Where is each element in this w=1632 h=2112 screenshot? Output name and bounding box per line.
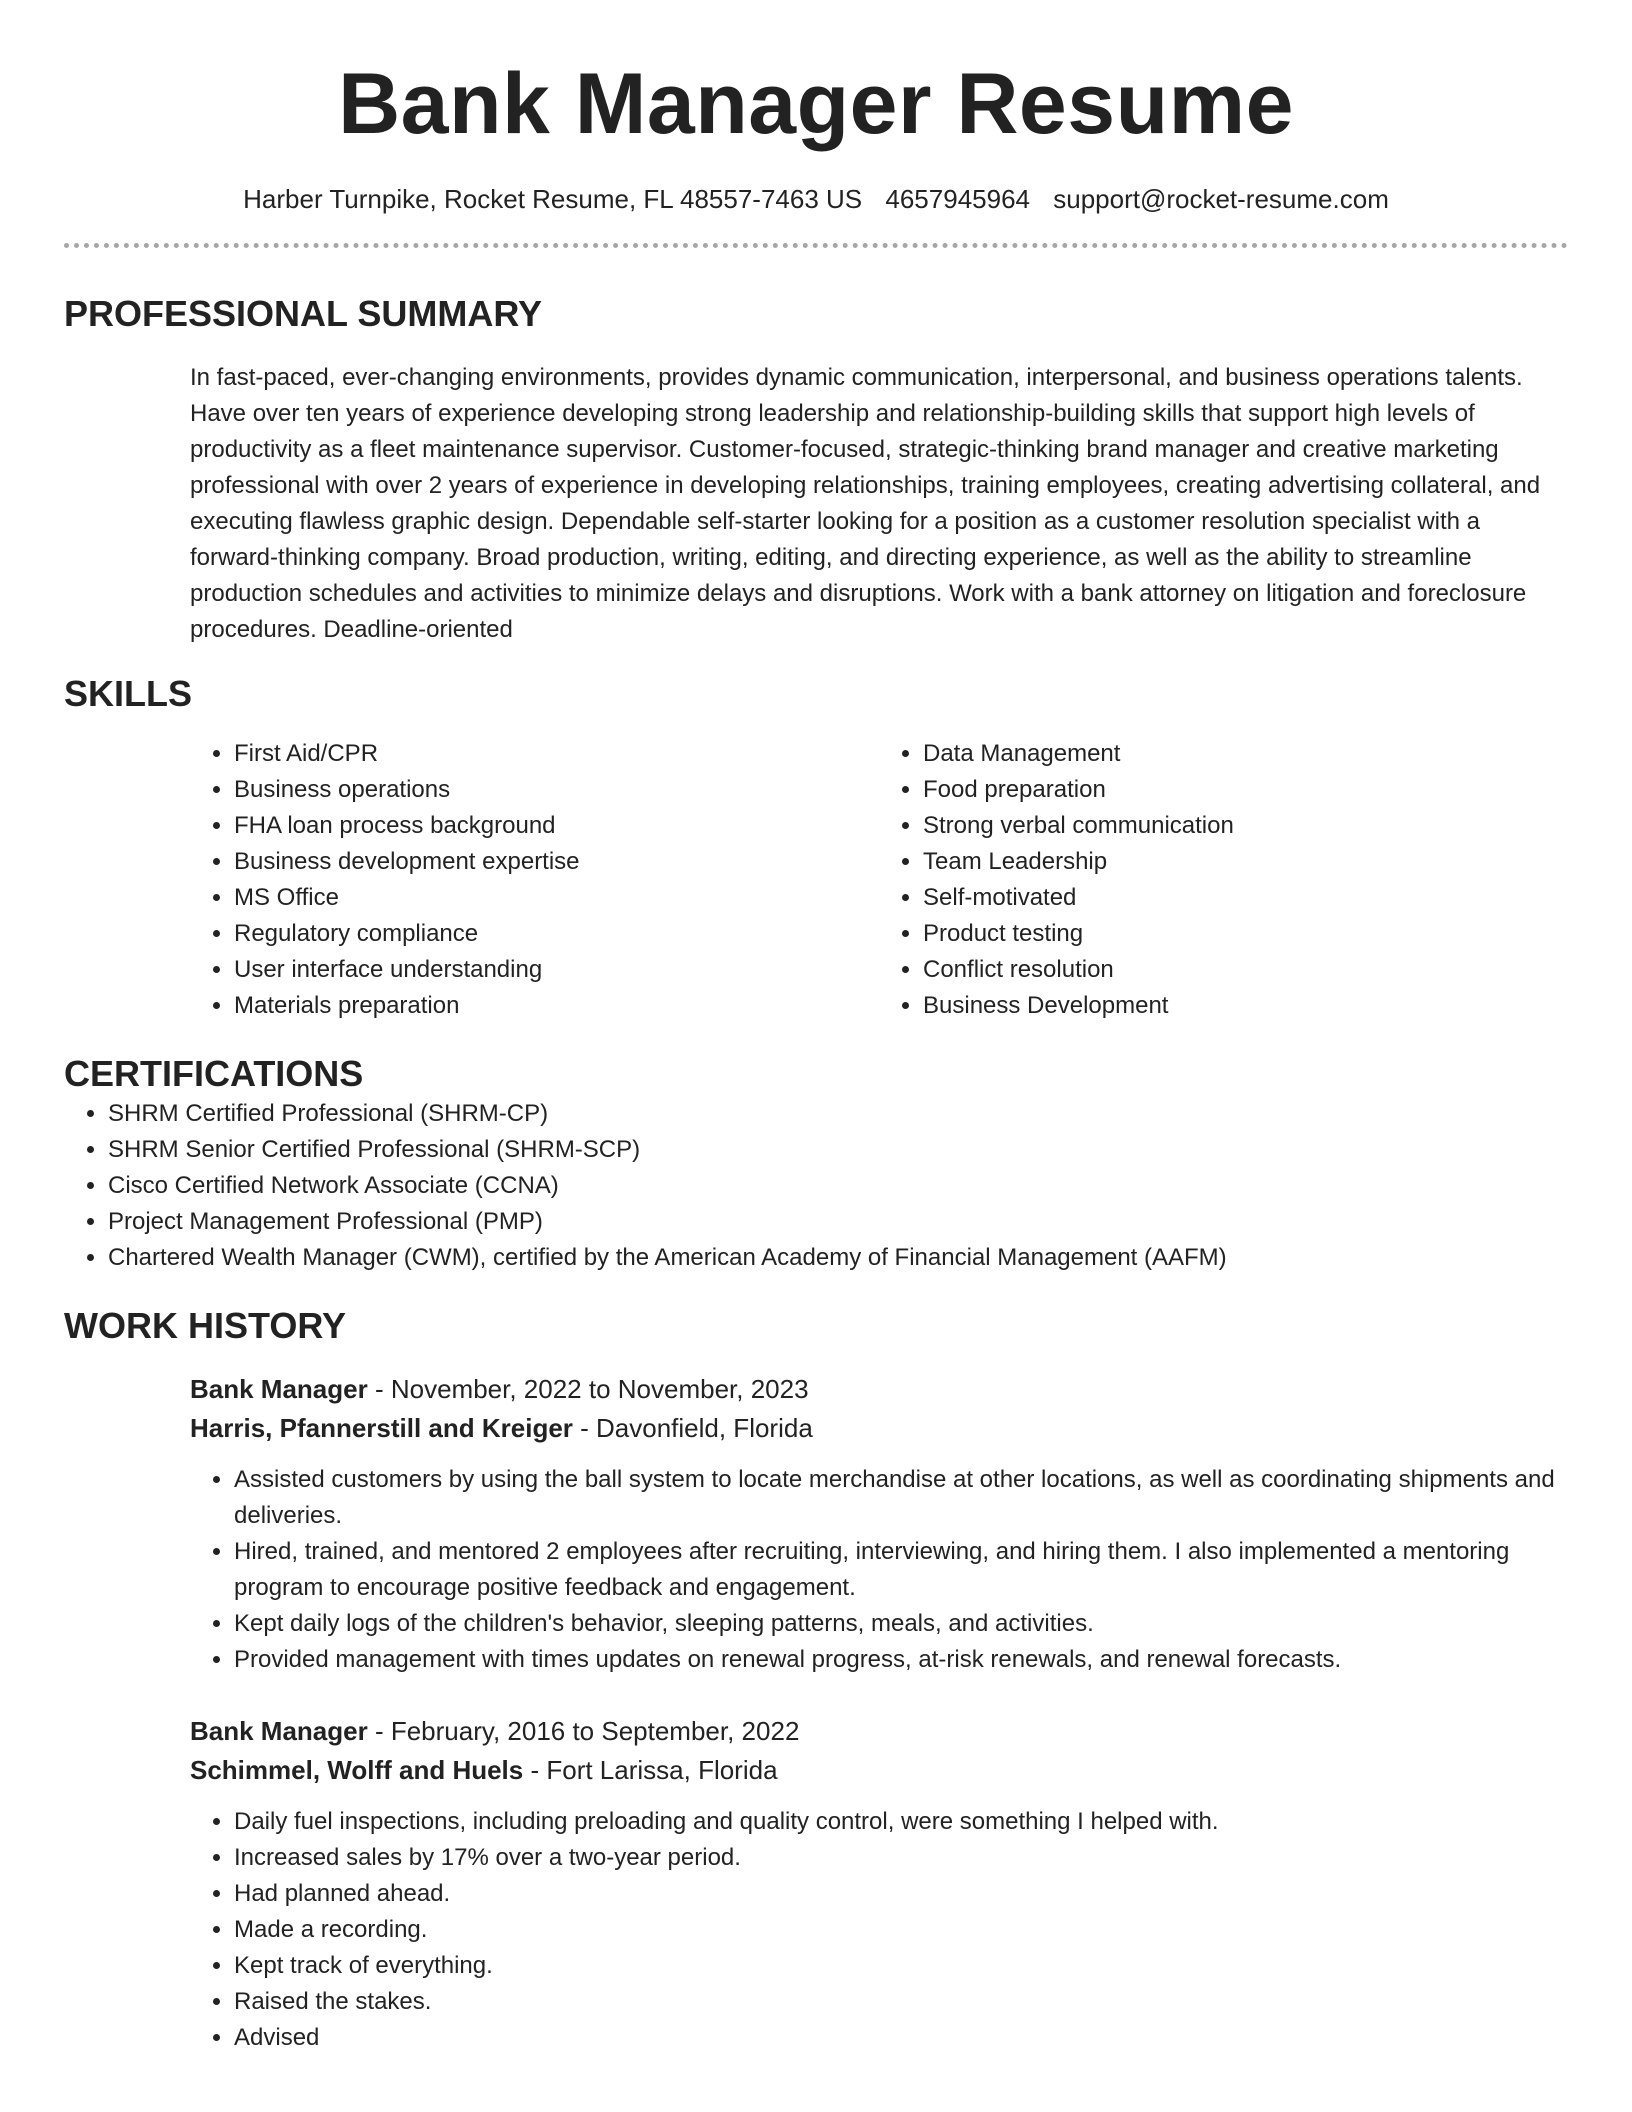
job-dates: - February, 2016 to September, 2022	[367, 1716, 800, 1746]
skill-item: • Conflict resolution	[923, 952, 1568, 988]
summary-text: In fast-paced, ever-changing environments, provides dynamic communication, interpersonal, and business operations talents. Have over ten years of experience developing strong leadership and relationship-building skills that support high levels of productivity as a fleet maintenance supervisor. Customer-focused, strategic-thinking brand manager and creative marketing professional with over 2 years of experience in developing relationships, training employees, creating advertising collateral, and executing flawless graphic design. Dependable self-starter looking for a position as a customer resolution specialist with a forward-thinking company. Broad production, writing, editing, and directing experience, as well as the ability to streamline production schedules and activities to minimize delays and disruptions. Work with a bank attorney on litigation and foreclosure procedures. Deadline-oriented	[190, 364, 1541, 643]
job-duty: • Raised the stakes.	[234, 1984, 1568, 2020]
job-company-line	[190, 1751, 1568, 1790]
job-title-line	[190, 1370, 1568, 1409]
job-duty: • Daily fuel inspections, including preloading and quality control, were something I helped with.	[234, 1804, 1568, 1840]
job-duty: • Increased sales by 17% over a two-year period.	[234, 1840, 1568, 1876]
skill-item: • Business Development	[923, 988, 1568, 1024]
job-dates: - November, 2022 to November, 2023	[367, 1374, 809, 1404]
contact-email: support@rocket-resume.com	[1053, 184, 1389, 214]
skill-item: • Business operations	[234, 772, 879, 808]
job-duty: • Hired, trained, and mentored 2 employees after recruiting, interviewing, and hiring them. I also implemented a mentoring program to encourage positive feedback and engagement.	[234, 1534, 1568, 1606]
job-entry	[190, 1370, 1568, 1678]
skill-item: • Materials preparation	[234, 988, 879, 1024]
certifications-list	[64, 1096, 1568, 1276]
skills-section	[64, 672, 1568, 1024]
resume-page	[64, 0, 1568, 2056]
job-company: Schimmel, Wolff and Huels	[190, 1755, 524, 1785]
certifications-section	[64, 1052, 1568, 1276]
work-history-heading: WORK HISTORY	[64, 1305, 347, 1346]
job-duty: • Advised	[234, 2020, 1568, 2056]
skill-item: • Business development expertise	[234, 844, 879, 880]
header-divider	[64, 243, 1568, 248]
skill-item: • User interface understanding	[234, 952, 879, 988]
contact-address: Harber Turnpike, Rocket Resume, FL 48557-7463 US	[243, 184, 863, 214]
contact-line	[64, 182, 1568, 216]
job-title-line	[190, 1712, 1568, 1751]
certification-item: • SHRM Certified Professional (SHRM-CP)	[108, 1096, 1568, 1132]
job-duties-list	[190, 1804, 1568, 2056]
job-title: Bank Manager	[190, 1716, 368, 1746]
skills-heading: SKILLS	[64, 673, 193, 714]
skills-columns	[190, 736, 1568, 1024]
skill-item: • MS Office	[234, 880, 879, 916]
certification-item: • SHRM Senior Certified Professional (SHRM-SCP)	[108, 1132, 1568, 1168]
work-history-section	[64, 1304, 1568, 2056]
skill-item: • Team Leadership	[923, 844, 1568, 880]
skills-left-list	[190, 736, 879, 1024]
summary-section	[64, 292, 1568, 648]
skill-item: • Data Management	[923, 736, 1568, 772]
skill-item: • Food preparation	[923, 772, 1568, 808]
job-duties-list	[190, 1462, 1568, 1678]
job-location: - Fort Larissa, Florida	[523, 1755, 778, 1785]
summary-heading: PROFESSIONAL SUMMARY	[64, 293, 543, 334]
certification-item: • Project Management Professional (PMP)	[108, 1204, 1568, 1240]
job-duty: • Kept daily logs of the children's behavior, sleeping patterns, meals, and activities.	[234, 1606, 1568, 1642]
job-company: Harris, Pfannerstill and Kreiger	[190, 1413, 573, 1443]
skill-item: • FHA loan process background	[234, 808, 879, 844]
job-duty: • Made a recording.	[234, 1912, 1568, 1948]
resume-title: Bank Manager Resume	[338, 56, 1294, 152]
skills-right-list	[879, 736, 1568, 1024]
job-duty: • Kept track of everything.	[234, 1948, 1568, 1984]
job-location: - Davonfield, Florida	[572, 1413, 813, 1443]
skill-item: • Strong verbal communication	[923, 808, 1568, 844]
contact-phone: 4657945964	[885, 184, 1030, 214]
job-entry	[190, 1712, 1568, 2056]
certification-item: • Cisco Certified Network Associate (CCNA)	[108, 1168, 1568, 1204]
job-duty: • Had planned ahead.	[234, 1876, 1568, 1912]
job-title: Bank Manager	[190, 1374, 368, 1404]
skill-item: • First Aid/CPR	[234, 736, 879, 772]
job-duty: • Assisted customers by using the ball system to locate merchandise at other locations, as well as coordinating shipments and deliveries.	[234, 1462, 1568, 1534]
job-duty: • Provided management with times updates on renewal progress, at-risk renewals, and renewal forecasts.	[234, 1642, 1568, 1678]
certifications-heading: CERTIFICATIONS	[64, 1053, 364, 1094]
certification-item: • Chartered Wealth Manager (CWM), certified by the American Academy of Financial Management (AAFM)	[108, 1240, 1568, 1276]
skill-item: • Product testing	[923, 916, 1568, 952]
skill-item: • Self-motivated	[923, 880, 1568, 916]
skill-item: • Regulatory compliance	[234, 916, 879, 952]
job-company-line	[190, 1409, 1568, 1448]
